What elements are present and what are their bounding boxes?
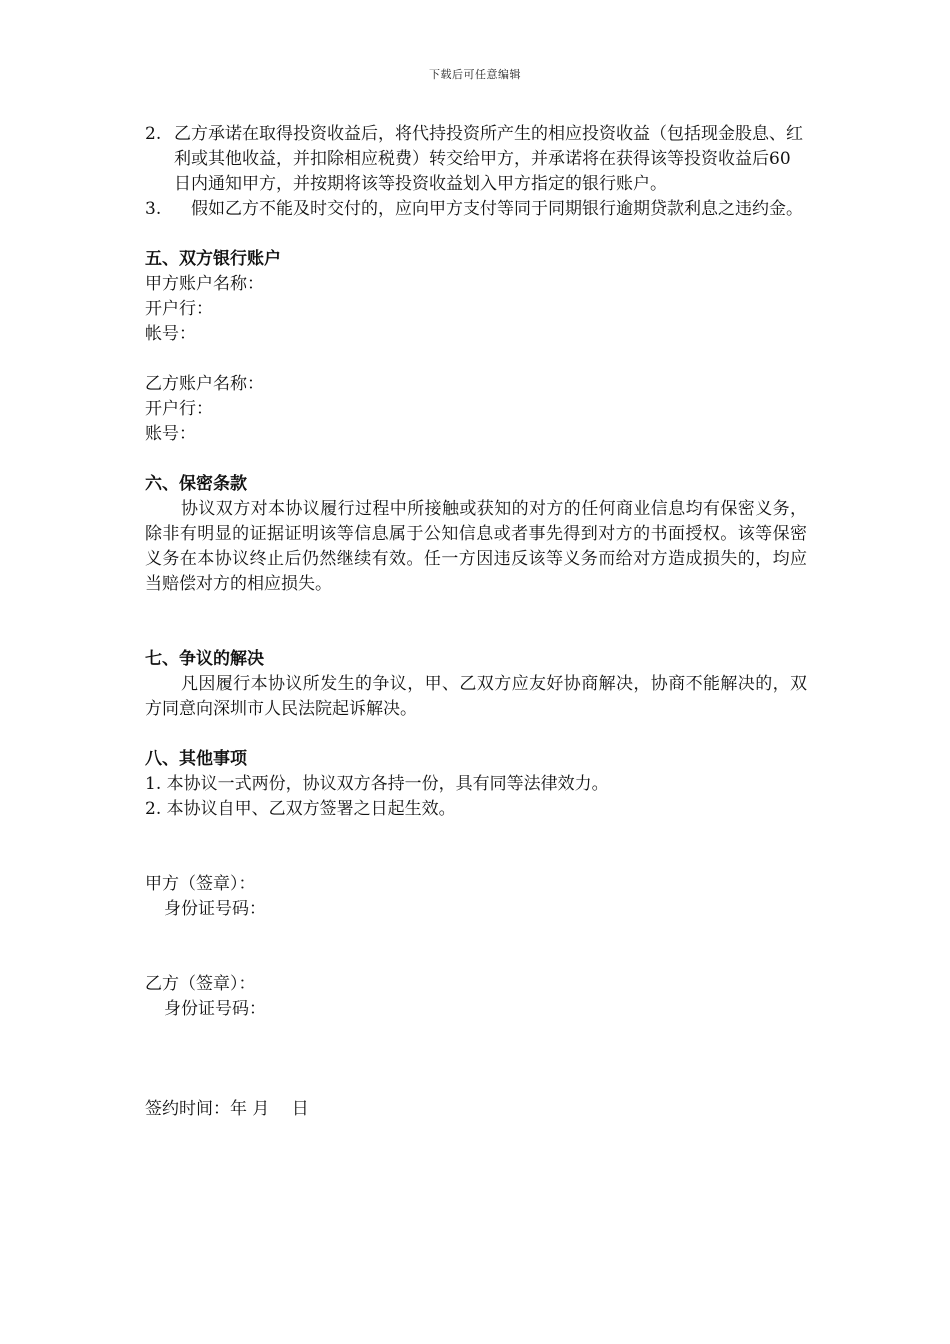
section-heading-dispute: 七、争议的解决: [145, 649, 264, 669]
document-body: [145, 122, 807, 1122]
party-a-bank: 开户行：: [145, 299, 213, 319]
party-a-signature-label: 甲方（签章）：: [145, 874, 256, 894]
party-b-account-number: 账号：: [145, 424, 196, 444]
party-b-signature-label: 乙方（签章）：: [145, 974, 256, 994]
list-item-text: 假如乙方不能及时交付的，应向甲方支付等同于同期银行逾期贷款利息之违约金。: [174, 199, 803, 219]
page-header: 下载后可任意编辑: [429, 68, 521, 81]
party-b-id-label: 身份证号码：: [164, 999, 266, 1019]
party-a-account-number: 帐号：: [145, 324, 196, 344]
party-b-bank: 开户行：: [145, 399, 213, 419]
confidentiality-paragraph: 协议双方对本协议履行过程中所接触或获知的对方的任何商业信息均有保密义务，除非有明显的证据证明该等信息属于公知信息或者事先得到对方的书面授权。该等保密义务在本协议终止后仍然继续有效。任一方因违反该等义务而给对方造成损失的，均应当赔偿对方的相应损失。: [145, 499, 807, 594]
other-item-2: 2. 本协议自甲、乙双方签署之日起生效。: [145, 799, 456, 819]
list-item-text: 乙方承诺在取得投资收益后，将代持投资所产生的相应投资收益（包括现金股息、红利或其他收益，并扣除相应税费）转交给甲方，并承诺将在获得该等投资收益后60日内通知甲方，并按期将该等投资收益划入甲方指定的银行账户。: [174, 124, 803, 194]
list-item-number: 2.: [145, 124, 162, 144]
spacer: [145, 822, 807, 872]
section-heading-bank-accounts: 五、双方银行账户: [145, 249, 281, 269]
spacer: [145, 347, 807, 372]
party-b-account-name: 乙方账户名称：: [145, 374, 264, 394]
party-a-id-label: 身份证号码：: [164, 899, 266, 919]
section-heading-other: 八、其他事项: [145, 749, 247, 769]
dispute-paragraph: 凡因履行本协议所发生的争议，甲、乙双方应友好协商解决，协商不能解决的，双方同意向深圳市人民法院起诉解决。: [145, 674, 807, 719]
party-a-account-name: 甲方账户名称：: [145, 274, 264, 294]
other-item-1: 1. 本协议一式两份，协议双方各持一份，具有同等法律效力。: [145, 774, 609, 794]
spacer: [145, 1022, 807, 1097]
spacer: [145, 922, 807, 972]
spacer: [145, 597, 807, 622]
section-heading-confidentiality: 六、保密条款: [145, 474, 247, 494]
list-item: [145, 197, 807, 222]
sign-date-label: 签约时间：年 月 日: [145, 1099, 309, 1119]
list-item: [145, 122, 807, 197]
list-item-number: 3.: [145, 199, 162, 219]
